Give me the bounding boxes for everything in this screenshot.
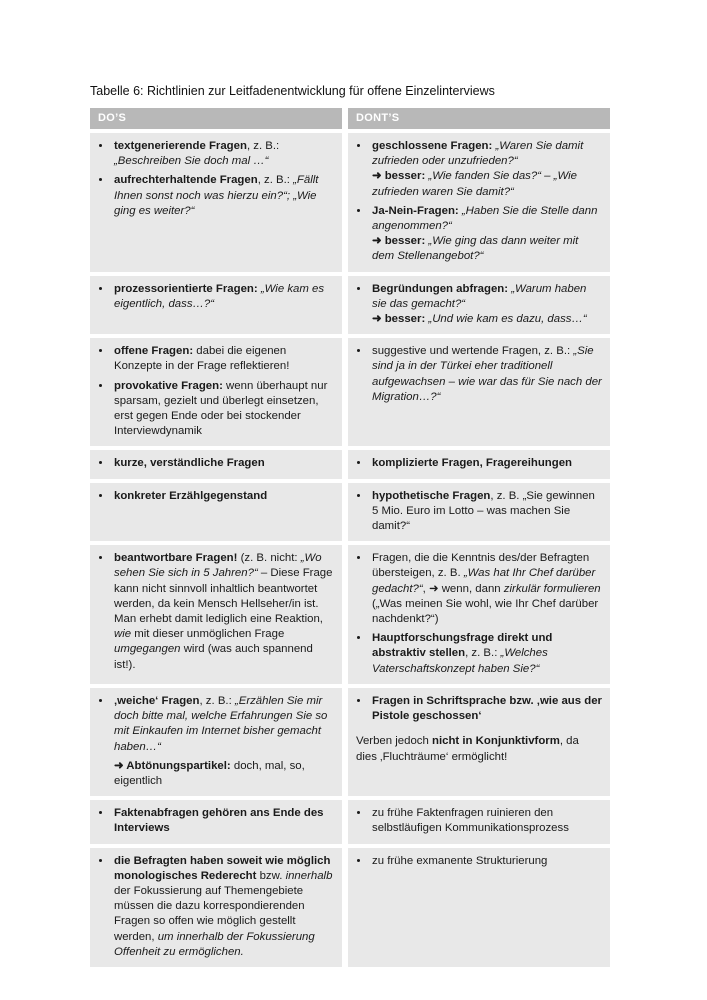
donts-cell (342, 684, 610, 796)
donts-cell (342, 479, 610, 542)
list-item: • hypothetische Fragen, z. B. „Sie gewinnen 5 Mio. Euro im Lotto – was machen Sie damit?“ (370, 489, 602, 535)
donts-cell (342, 129, 610, 272)
table-row (90, 334, 610, 446)
list-item: • konkreter Erzählgegenstand (112, 489, 334, 504)
list-item: • offene Fragen: dabei die eigenen Konzepte in der Frage reflektieren! (112, 344, 334, 374)
table-row (90, 129, 610, 272)
list-item: • komplizierte Fragen, Fragereihungen (370, 456, 602, 471)
list-item: • suggestive und wertende Fragen, z. B.: „Sie sind ja in der Türkei eher traditionell aufgewachsen – wie war das für Sie nach der Migration…?“ (370, 344, 602, 405)
list-item: • prozessorientierte Fragen: „Wie kam es eigentlich, dass…?“ (112, 282, 334, 312)
dos-cell (90, 129, 342, 272)
table-caption: Tabelle 6: Richtlinien zur Leitfadenentwicklung für offene Einzelinterviews (90, 84, 495, 98)
list-item: • aufrechterhaltende Fragen, z. B.: „Fällt Ihnen sonst noch was hierzu ein?“; „Wie ging es weiter?“ (112, 173, 334, 219)
table-row (90, 541, 610, 684)
list-item: • textgenerierende Fragen, z. B.: „Beschreiben Sie doch mal …“ (112, 139, 334, 169)
list-item: • Begründungen abfragen: „Warum haben sie das gemacht?“ ➜ besser: „Und wie kam es dazu, dass…“ (370, 282, 602, 328)
dos-cell (90, 796, 342, 843)
list-item: • zu frühe exmanente Strukturierung (370, 854, 602, 869)
list-item: • Ja-Nein-Fragen: „Haben Sie die Stelle dann angenommen?“ ➜ besser: „Wie ging das dann weiter mit dem Stellenangebot?“ (370, 204, 602, 265)
dos-cell (90, 479, 342, 542)
list-item: • die Befragten haben soweit wie möglich monologisches Rederecht bzw. innerhalb der Fokussierung auf Themengebiete müssen die dazu korrespondierenden Fragen so offen wie möglich gestellt werden, um innerhalb der Fokussierung Offenheit zu ermöglichen. (112, 854, 334, 960)
list-item: • geschlossene Fragen: „Waren Sie damit zufrieden oder unzufrieden?“ ➜ besser: „Wie fanden Sie das?“ – „Wie zufrieden waren Sie damit?“ (370, 139, 602, 200)
donts-cell (342, 796, 610, 843)
table-row (90, 446, 610, 478)
guidelines-table (90, 108, 610, 967)
list-item: • Fragen, die die Kenntnis des/der Befragten übersteigen, z. B. „Was hat Ihr Chef darüber gedacht?“, ➜ wenn, dann zirkulär formulieren („Was meinen Sie wohl, wie Ihr Chef darüber nachdenkt?“) (370, 551, 602, 627)
dos-cell (90, 446, 342, 478)
list-item: • Hauptforschungsfrage direkt und abstraktiv stellen, z. B.: „Welches Vaterschaftskonzept haben Sie?“ (370, 631, 602, 677)
donts-cell (342, 541, 610, 684)
dos-cell (90, 844, 342, 967)
dos-cell (90, 272, 342, 335)
table-row (90, 479, 610, 542)
donts-cell (342, 272, 610, 335)
list-item: • beantwortbare Fragen! (z. B. nicht: „Wo sehen Sie sich in 5 Jahren?“ – Diese Frage kann nicht sinnvoll inhaltlich beantwortet werden, da kein Mensch Hellseher/in ist. Man erhebt damit lediglich eine Reaktion, wie mit dieser unmöglichen Frage umgegangen wird (was auch spannend ist!). (112, 551, 334, 673)
donts-cell (342, 446, 610, 478)
table-row (90, 272, 610, 335)
donts-cell (342, 334, 610, 446)
table-row (90, 844, 610, 967)
donts-note: Verben jedoch nicht in Konjunktivform, da dies ‚Fluchträume‘ ermöglicht! (356, 735, 579, 763)
list-item: • Faktenabfragen gehören ans Ende des Interviews (112, 806, 334, 836)
list-item: • ‚weiche‘ Fragen, z. B.: „Erzählen Sie mir doch bitte mal, welche Erfahrungen Sie so mit Einkaufen im Internet bisher gemacht haben…“ ➜ Abtönungspartikel: doch, mal, so, eigentlich (112, 694, 334, 789)
table-row (90, 796, 610, 843)
header-donts: DONT’S (342, 108, 610, 129)
list-item: • Fragen in Schriftsprache bzw. ‚wie aus der Pistole geschossen‘ (370, 694, 602, 724)
donts-cell (342, 844, 610, 967)
list-item: • zu frühe Faktenfragen ruinieren den selbstläufigen Kommunikationsprozess (370, 806, 602, 836)
dos-cell (90, 684, 342, 796)
list-item: • provokative Fragen: wenn überhaupt nur sparsam, gezielt und überlegt einsetzen, erst gegen Ende oder bei stockender Interviewdynamik (112, 379, 334, 440)
header-dos: DO’S (90, 108, 342, 129)
dos-cell (90, 541, 342, 684)
table-header-row (90, 108, 610, 129)
list-item: • kurze, verständliche Fragen (112, 456, 334, 471)
table-row (90, 684, 610, 796)
dos-cell (90, 334, 342, 446)
